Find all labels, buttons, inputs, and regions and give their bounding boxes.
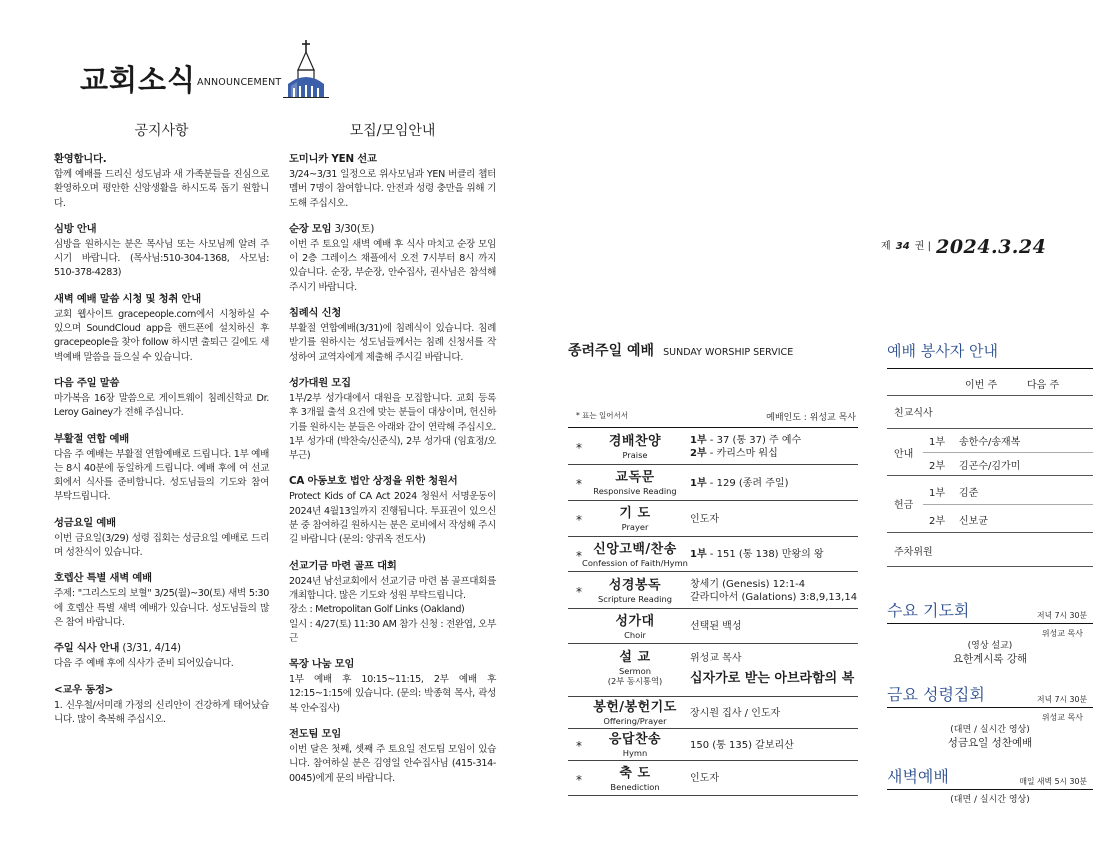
announcement-title-text: 침례식 신청 [289,307,342,320]
order-detail-text: 150 (통 135) 갈보리산 [690,739,794,751]
friday-service-body [887,711,1093,750]
order-detail-line2 [690,591,857,604]
order-name [576,578,694,604]
announcement-title-text: CA 아동보호 법안 상정을 위한 청원서 [289,475,458,488]
standing-mark: * [576,513,582,527]
order-name [576,434,694,460]
announcement-item [54,641,269,671]
announcement-body: 이번 금요일(3/29) 성령 집회는 성금요일 예배로 드리며 성찬식이 있습니다. [54,532,269,559]
order-detail-text: - 151 (통 138) 만왕의 왕 [706,549,824,560]
announcement-item [289,474,496,547]
announcement-item [54,222,269,281]
notices-heading: 공지사항 [134,123,189,139]
order-detail [690,578,857,604]
announcement-item [289,306,496,365]
announcement-title [289,657,496,671]
announcement-body: 3/24~3/31 일정으로 위사모님과 YEN 버클리 챕터 멤버 7명이 참여합니다. 안전과 성령 충만을 위해 기도해 주십시오. [289,169,496,209]
announcement-title [54,292,269,306]
standing-mark: * [576,440,582,455]
order-detail-text: 장시원 집사 / 인도자 [690,707,781,719]
standing-mark: * [576,584,582,599]
worship-meta [568,410,858,428]
wednesday-prayer [887,600,1093,666]
announcement-title-text: <교우 동정> [54,683,114,696]
wednesday-prayer-time: 저녁 7시 30분 [1037,611,1087,620]
page-title: 교회소식 [80,63,197,97]
order-detail-part: 1부 [690,434,707,446]
wednesday-prayer-leader: 위성교 목사 [1041,629,1083,638]
order-name [576,700,694,726]
offering-part2-label: 2부 [929,516,946,527]
announcement-item [289,222,496,295]
order-detail-part: 1부 [690,477,707,489]
announcement-body: 다음 주 예배 후에 식사가 준비 되어있습니다. [54,658,234,670]
announcement-body: 1부/2부 성가대에서 대원을 모집합니다. 교회 등록 후 3개월 출석 요건에 맞는 분들이 대상이며, 헌신하기를 원하시는 분들은 아래와 같이 연락해 주십시오. 1부 성가대 (박찬숙/신준식), 2부 성가대 (임효정/오부근) [289,392,496,462]
announcement-item [54,683,269,728]
announcement-body: 1부 예배 후 10:15~11:15, 2부 예배 후 12:15~1:15에 있습니다. (문의: 박종혁 목사, 곽성복 안수집사) [289,674,496,714]
worship-order [568,428,858,796]
announcement-title-suffix: (3/31, 4/14) [119,642,181,655]
announcement-item [289,559,496,646]
church-icon [283,40,329,98]
order-name-en: Hymn [622,748,648,758]
order-detail-text: 창세기 (Genesis) 12:1-4 [690,578,806,590]
order-name [576,614,694,640]
announcement-title-text: 전도팀 모임 [289,728,342,741]
order-name-en: Choir [624,629,646,640]
announcement-title-text: 다음 주일 말씀 [54,376,120,389]
fellowship-row [887,396,1093,429]
announcement-title-text: 선교기금 마련 골프 대회 [289,559,397,572]
order-name-ko: 축 도 [619,765,651,781]
dawn-service-header [887,766,1093,790]
announcement-title [289,306,496,320]
announcement-title [54,432,269,446]
announcement-item [54,152,269,211]
wednesday-prayer-line2: 요한계시록 강해 [952,653,1028,665]
order-name-ko: 봉헌/봉헌기도 [593,700,677,715]
order-detail [690,477,788,490]
announcement-title [289,559,496,573]
friday-service-line1: (대면 / 실시간 영상) [950,725,1030,735]
announcement-title [54,516,269,530]
usher-part1-label: 1부 [929,437,946,448]
dawn-service-title: 새벽예배 [887,767,949,786]
offering-divider [923,504,1093,505]
usher-part2-value: 김곤수/김가미 [959,461,1021,472]
announcement-item [289,376,496,463]
notices-list [54,152,269,727]
offering-part2-value: 신보균 [959,516,988,527]
order-name-en: Prayer [621,522,649,532]
col-this-week: 이번 주 [965,380,998,391]
dawn-service-body [887,794,1093,807]
announcement-title [54,376,269,390]
order-name-ko: 응답찬송 [608,732,662,747]
order-name-en: Sermon [618,666,652,676]
order-detail-text: - 37 (통 37) 주 예수 [706,434,802,446]
announcement-title [54,571,269,585]
announcement-title-text: 환영합니다. [54,153,107,165]
worship-title [568,340,793,360]
standing-mark: * [576,548,582,563]
order-name-ko: 경배찬양 [608,433,662,449]
standing-mark: * [576,772,582,787]
order-detail-part: 2부 [690,447,707,459]
order-name-ko: 설 교 [619,650,651,665]
volunteers-title: 예배 봉사자 안내 [887,342,998,360]
order-detail-line1 [690,707,780,720]
announcement-item [54,516,269,561]
announcement-title-text: 목장 나눔 모임 [289,658,355,671]
order-detail [690,513,719,526]
order-name [576,542,694,568]
order-detail-text: 위성교 목사 [690,653,742,664]
volume-suffix: 권 | [914,241,931,252]
order-detail [690,739,794,752]
announcement-title [54,683,269,697]
order-name [576,470,694,496]
announcement-body: 다음 주 예배는 부활절 연합예배로 드립니다. 1부 예배는 8시 40분에 동일하게 드립니다. 예배 후에 여 선교회에서 식사를 준비합니다. 성도님들의 기도와 참여 부탁드립니다. [54,448,269,503]
order-detail-text: 인도자 [690,513,719,525]
usher-divider [923,452,1093,453]
announcement-body: 교회 웹사이트 gracepeople.com에서 시청하실 수 있으며 SoundCloud app을 핸드폰에 설치하신 후 gracepeople을 찾아 follow 하시면 출퇴근 길에도 새벽예배 말씀을 들으실 수 있습니다. [54,308,269,363]
worship-order-row [568,729,858,761]
worship-leader: 예배인도 : 위성교 목사 [766,413,856,423]
announcement-title-text: 심방 안내 [54,222,97,235]
announcement-title-text: 도미니카 YEN 선교 [289,153,377,165]
friday-service [887,684,1093,750]
usher-part2-label: 2부 [929,461,946,472]
parking-label: 주차위원 [894,547,933,558]
friday-service-line2: 성금요일 성찬예배 [947,737,1033,749]
page-subtitle: ANNOUNCEMENT [197,77,282,88]
dawn-service-time: 매일 새벽 5시 30분 [1019,777,1087,786]
offering-row [887,476,1093,533]
order-detail [690,707,780,720]
order-detail [690,434,801,460]
announcement-item [289,657,496,716]
announcement-title [289,222,496,236]
announcement-title-text: 순장 모임 [289,222,332,235]
wednesday-prayer-header [887,600,1093,624]
announcement-title-text: 성가대원 모집 [289,376,351,389]
friday-service-leader: 위성교 목사 [1041,713,1083,722]
announcement-title [289,152,496,166]
announcement-body: 함께 예배를 드리신 성도님과 새 가족분들을 진심으로 환영하오며 평안한 신앙생활을 하시도록 돕기 원합니다. [54,169,269,209]
order-detail [690,620,741,633]
order-detail-line1 [690,772,719,785]
worship-order-row [568,572,858,609]
announcement-title-text: 호렙산 특별 새벽 예배 [54,572,152,585]
order-detail-text: 인도자 [690,773,719,784]
worship-order-row [568,465,858,501]
announcement-body: 이번 달은 첫째, 셋째 주 토요일 전도팀 모임이 있습니다. 참여하실 분은 김영일 안수집사님 (415-314-0045)에게 문의 바랍니다. [289,744,496,784]
announcement-title-text: 부활절 연합 예배 [54,432,129,445]
order-name-en: Scripture Reading [598,593,672,604]
usher-label: 안내 [894,449,914,460]
notices-column [54,120,269,738]
announcement-item [289,727,496,786]
announcement-body: 2024년 남선교회에서 선교기금 마련 봄 골프대회를 개최합니다. 많은 기도와 성원 부탁드립니다. 장소 : Metropolitan Golf Links (Oakland) 일시 : 4/27(토) 11:30 AM 참가 신청 : 전완엽, 오부근 [289,575,496,644]
order-name-ko: 성경봉독 [608,577,662,593]
announcement-body: Protect Kids of CA Act 2024 청원서 서명운동이 2024년 4월13일까지 진행됩니다. 투표권이 있으신 분 중 참여하길 원하시는 분은 로비에서 작성해 주시길 바랍니다 (문의: 양귀옥 전도사) [289,491,496,546]
order-detail-part: 1부 [690,549,707,560]
sermon-title: 십자가로 받는 아브라함의 복 [690,671,855,686]
order-detail-text: - 카리스마 워십 [706,447,778,459]
order-detail [690,652,854,685]
order-name-ko: 교독문 [615,470,655,485]
recruit-list [289,152,496,786]
friday-service-time: 저녁 7시 30분 [1037,695,1087,704]
order-name-ko: 성가대 [615,613,655,629]
order-name-en: Confession of Faith/Hymn [582,557,688,568]
order-detail-line1 [690,739,794,752]
order-name-en: Benediction [610,781,660,792]
announcement-title [289,474,496,488]
order-detail-text: 갈라디아서 (Galations) 3:8,9,13,14 [690,591,858,603]
worship-order-row [568,609,858,644]
offering-part1-value: 김준 [959,488,979,499]
announcement-title-text: 새벽 예배 말씀 시청 및 청취 안내 [54,292,202,305]
standing-mark: * [576,477,582,491]
order-name-en: Responsive Reading [593,486,677,496]
dawn-service-line1: (대면 / 실시간 영상) [950,795,1030,805]
worship-order-row [568,644,858,697]
worship-title-ko: 종려주일 예배 [568,343,655,359]
order-name [576,650,694,687]
order-detail [690,548,824,561]
announcement-body: 1. 신우철/서미래 가정의 신리안이 건강하게 태어났습니다. 많이 축복해 주십시오. [54,699,269,725]
announcement-title-text: 성금요일 예배 [54,516,116,529]
wednesday-prayer-line1: (영상 설교) [967,641,1013,651]
wednesday-prayer-body [887,627,1093,666]
order-name-en: Praise [622,449,648,460]
parking-row [887,533,1093,567]
order-detail-text: - 129 (종려 주일) [706,477,789,489]
volume-prefix: 제 [881,241,891,252]
order-name [576,732,694,758]
order-name-ko: 신앙고백/찬송 [593,541,677,557]
announcement-body: 마가복음 16장 말씀으로 게이트웨이 침례신학교 Dr. Leroy Gainey가 전해 주십니다. [54,392,269,419]
order-detail-line1 [690,652,854,665]
worship-order-row [568,537,858,572]
worship-order-row [568,501,858,537]
announcement-title [54,222,269,236]
recruit-heading: 모집/모임안내 [349,123,436,139]
announcement-body: 심방을 원하시는 분은 목사님 또는 사모님께 알려 주시기 바랍니다. (목사님:510-304-1368, 사모님: 510-378-4283) [54,238,269,279]
friday-service-header [887,684,1093,708]
announcement-item [289,152,496,211]
volunteers-header-row [887,369,1093,396]
offering-part1-label: 1부 [929,488,946,499]
order-detail-line1 [690,578,857,591]
worship-title-en: SUNDAY WORSHIP SERVICE [663,347,794,358]
announcement-title [54,152,269,166]
order-detail [690,772,719,785]
usher-row [887,429,1093,476]
standing-note: * 표는 일어서서 [576,411,628,420]
col-next-week: 다음 주 [1027,380,1060,391]
announcement-item [54,292,269,365]
announcement-body: 주제: "그리스도의 보혈" 3/25(월)~30(토) 새벽 5:30 에 호렙산 특별 새벽 예배가 있습니다. 성도님들의 많은 참여 바랍니다. [54,588,269,628]
order-detail-line1 [690,620,741,633]
offering-label: 헌금 [894,500,914,511]
announcement-title-text: 주일 식사 안내 [54,642,120,655]
worship-order-row [568,697,858,729]
recruit-column [289,120,496,797]
announcement-item [54,376,269,421]
announcement-body: 이번 주 토요일 새벽 예배 후 식사 마치고 순장 모임이 2층 그레이스 채플에서 오전 7시부터 8시 까지 있습니다. 순장, 부순장, 안수집사, 권사님은 참석해 주시기 바랍니다. [289,238,496,293]
order-name-en: Offering/Prayer [603,716,667,726]
worship-order-row [568,428,858,465]
wednesday-prayer-title: 수요 기도회 [887,601,970,620]
announcement-body: 부활절 연합예배(3/31)에 침례식이 있습니다. 침례 받기를 원하시는 성도님들께서는 침례 신청서를 작성하여 교역자에게 제출해 주시길 바랍니다. [289,323,496,363]
fellowship-label: 친교식사 [894,408,933,419]
issue-date: 2024.3.24 [936,236,1047,258]
announcement-item [54,571,269,630]
volunteers-table [887,368,1093,567]
announcement-title [289,727,496,741]
usher-part1-value: 송한수/송재복 [959,437,1021,448]
order-name [576,766,694,792]
order-detail-line2 [690,447,801,460]
order-name-ko: 기 도 [619,506,651,521]
standing-mark: * [576,739,582,753]
order-name [576,506,694,532]
order-detail-line1 [690,548,824,561]
worship-order-row [568,761,858,796]
friday-service-title: 금요 성령집회 [887,685,985,704]
dawn-service [887,766,1093,807]
announcement-title [289,376,496,390]
volume-number: 34 [895,241,910,252]
issue-date-block [881,236,1046,258]
announcement-title [54,641,269,655]
order-detail-text: 선택된 백성 [690,621,742,632]
order-detail-line1 [690,434,801,447]
announcement-item [54,432,269,505]
order-detail-line1 [690,477,788,490]
order-detail-line1 [690,513,719,526]
order-name-note: (2부 동시통역) [607,676,663,686]
announcement-title-suffix: 3/30(토) [331,222,375,235]
